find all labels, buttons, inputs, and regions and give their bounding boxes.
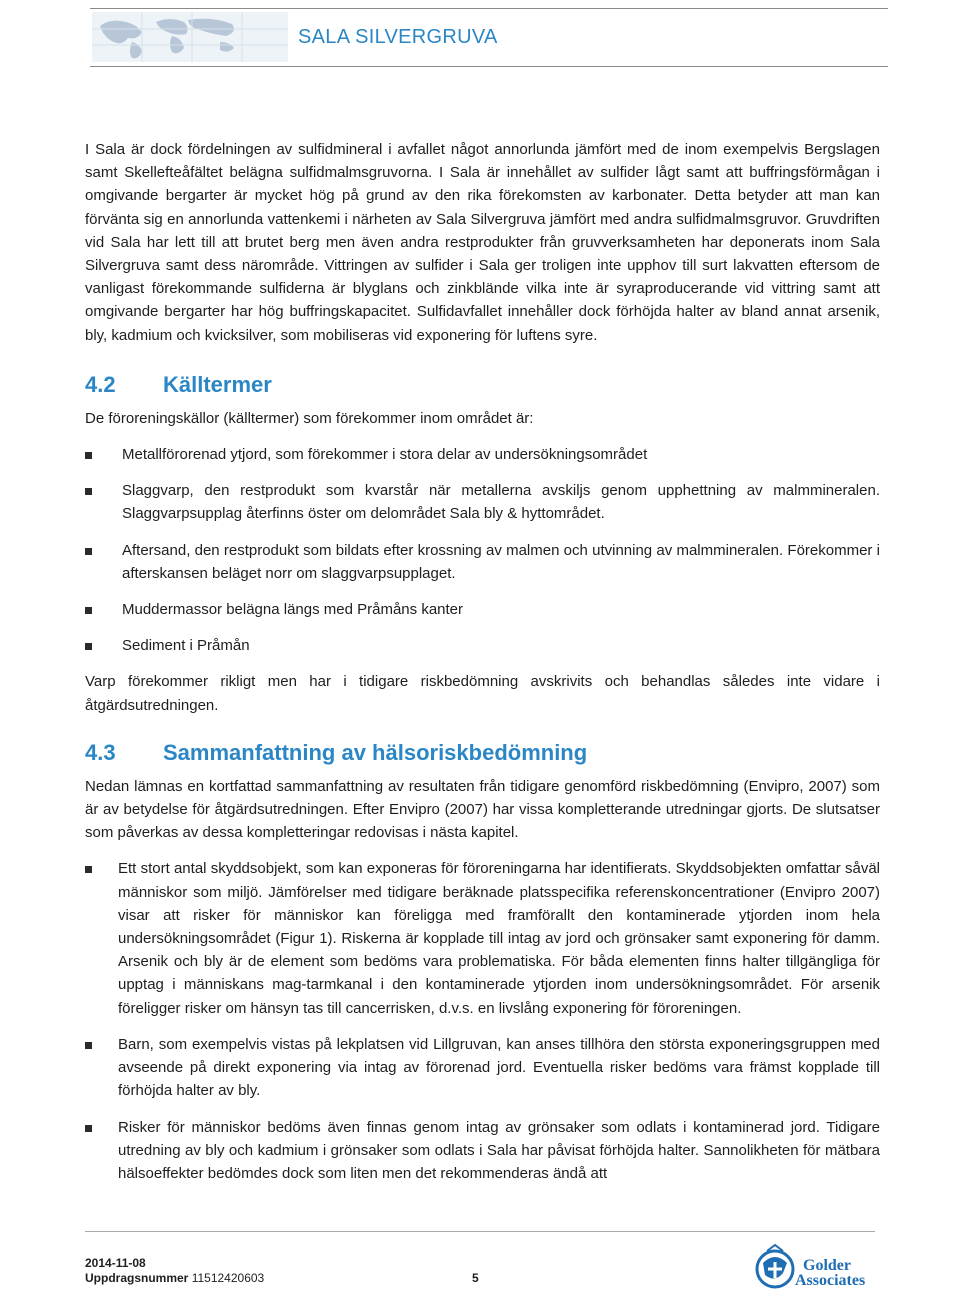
header-rule-top <box>90 8 888 9</box>
logo-text-associates: Associates <box>795 1272 866 1289</box>
section-title: Sammanfattning av hälsoriskbedömning <box>163 739 588 765</box>
bullet-icon <box>85 1125 92 1132</box>
logo-text-golder: Golder <box>803 1257 851 1274</box>
list-item: Slaggvarp, den restprodukt som kvarstår när metallerna avskiljs genom upphettning av malmmineralen. Slaggvarpsupplag återfinns öster om delområdet Sala bly & hyttområdet. <box>85 479 880 525</box>
section-number: 4.3 <box>85 739 116 765</box>
bullet-icon <box>85 643 92 650</box>
list-item: Aftersand, den restprodukt som bildats efter krossning av malmen och utvinning av malmmineralen. Förekommer i afterskansen beläget norr om slaggvarpsupplaget. <box>85 539 880 585</box>
footer-date: 2014-11-08 <box>85 1256 146 1270</box>
world-map-icon <box>92 12 288 62</box>
section-title: Källtermer <box>163 371 272 397</box>
bullet-icon <box>85 1042 92 1049</box>
intro-paragraph: I Sala är dock fördelningen av sulfidmineral i avfallet något annorlunda jämfört med de inom exempelvis Bergslagen samt Skellefteåfältet belägna sulfidmalmsgruvorna. I Sala är innehållet av sulfider lågt samt att buffringsförmågan i omgivande bergarter är mycket hög på grund av den rika förekomsten av karbonater. Detta betyder att man kan förvänta sig en annorlunda vattenkemi i närheten av Sala Silvergruva jämfört med andra sulfidmalmsgruvor. Gruvdriften vid Sala har lett till att brutet berg men även andra restprodukter från gruvverksamheten har deponerats inom Sala Silvergruva samt dess närområde. Vittringen av sulfider i Sala ger troligen inte upphov till surt lakvatten eftersom de vanligast förekommande sulfiderna är blyglans och zinkblände vilka inte är syraproducerande vid vittring samt att omgivande bergarter har hög buffringskapacitet. Sulfidavfallet innehåller dock förhöjda halter av bland annat arsenik, bly, kadmium och kvicksilver, som mobiliseras vid exponering för luftens syre. <box>85 141 880 344</box>
source-terms-list <box>85 443 880 657</box>
section-heading-4-3 <box>85 739 880 767</box>
order-label: Uppdragsnummer <box>85 1271 189 1285</box>
footer-rule <box>85 1231 875 1232</box>
bullet-icon <box>85 488 92 495</box>
bullet-icon <box>85 548 92 555</box>
risk-summary-list <box>85 857 880 1185</box>
header-title: SALA SILVERGRUVA <box>298 26 498 48</box>
page-number: 5 <box>472 1271 479 1285</box>
section-lead: De föroreningskällor (källtermer) som förekommer inom området är: <box>85 409 534 427</box>
section-closing: Varp förekommer rikligt men har i tidigare riskbedömning avskrivits och behandlas således inte vidare i åtgärdsutredningen. <box>85 673 880 714</box>
list-item: Ett stort antal skyddsobjekt, som kan exponeras för föroreningarna har identifierats. Skyddsobjekten omfattar såväl människor som miljö. Jämförelser med tidigare beräknade platsspecifika referenskoncentrationer (Envipro 2007) visar att risker för människor kan föreligga med framförallt den kontaminerade ytjorden inom hela undersökningsområdet (Figur 1). Riskerna är kopplade till intag av jord och grönsaker samt exponering för damm. Arsenik och bly är de element som bedöms vara problematiska. För båda elementen finns halter tillgängliga för upptag i människans mag-tarmkanal i den kontaminerade ytjorden inom undersökningsområdet. För arsenik föreligger risker om hänsyn tas till cancerrisken, d.v.s. en livslång exponering för föroreningen. <box>85 857 880 1019</box>
main-content <box>85 138 880 1185</box>
section-number: 4.2 <box>85 371 116 397</box>
list-item: Risker för människor bedöms även finnas genom intag av grönsaker som odlats i kontaminerad jord. Tidigare utredning av bly och kadmium i grönsaker som odlats i Sala har påvisat förhöjda halter. Sannolikheten för mätbara hälsoeffekter bedömdes dock som liten men det rekommenderas ändå att <box>85 1116 880 1186</box>
bullet-icon <box>85 452 92 459</box>
list-item: Barn, som exempelvis vistas på lekplatsen vid Lillgruvan, kan anses tillhöra den största exponeringsgruppen med avseende på direkt exponering via intag av förorenad jord. Eventuella risker bedöms vara främst kopplade till förhöjda halter av bly. <box>85 1033 880 1103</box>
bullet-icon <box>85 607 92 614</box>
list-item: Muddermassor belägna längs med Pråmåns kanter <box>85 598 880 621</box>
header-rule-bottom <box>90 66 888 67</box>
order-value: 11512420603 <box>191 1271 265 1285</box>
list-item: Metallförorenad ytjord, som förekommer i stora delar av undersökningsområdet <box>85 443 880 466</box>
list-item: Sediment i Pråmån <box>85 634 880 657</box>
bullet-icon <box>85 866 92 873</box>
section-lead: Nedan lämnas en kortfattad sammanfattning av resultaten från tidigare genomförd riskbedömning (Envipro, 2007) som är av betydelse för åtgärdsutredningen. Efter Envipro (2007) har vissa kompletterande utredningar gjorts. De slutsatser som påverkas av dessa kompletteringar redovisas i nästa kapitel. <box>85 777 880 842</box>
footer-order-number <box>85 1271 264 1285</box>
section-heading-4-2 <box>85 371 880 399</box>
